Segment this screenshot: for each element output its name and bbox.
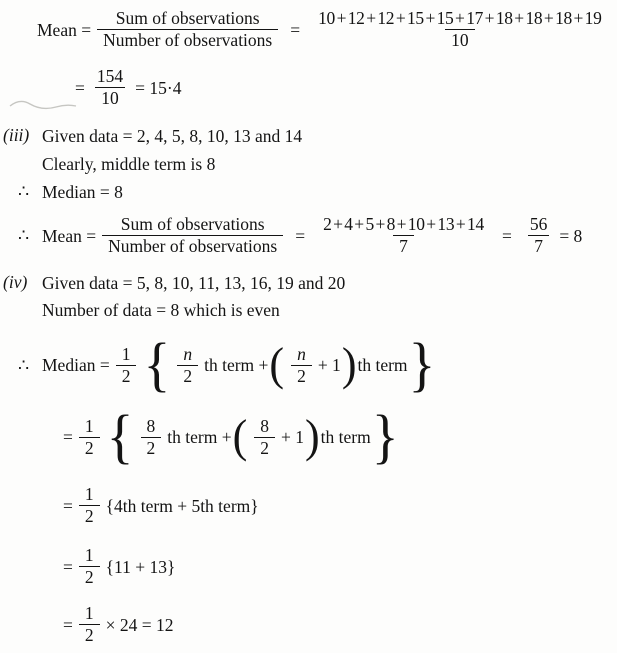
fraction-denominator: 2 <box>79 624 100 646</box>
one-half-fraction <box>79 603 100 646</box>
fraction-numerator: 1 <box>84 484 94 504</box>
mean-label: Mean = <box>37 19 92 40</box>
close-brace: } <box>371 403 399 471</box>
fraction-numerator: n <box>297 343 306 364</box>
mean-definition-fraction <box>97 8 278 51</box>
fraction-numerator: 1 <box>84 545 94 565</box>
plus-one-text: + 1 <box>317 355 341 375</box>
th-term-text: th term <box>357 355 408 375</box>
part-iii-mean-line <box>0 214 617 257</box>
given-data-text: Given data = 5, 8, 10, 11, 13, 16, 19 and 20 <box>42 272 346 293</box>
fraction-numerator: Sum of observations <box>115 8 260 28</box>
fraction-numerator: 10 + 12 + 12 + 15 + 15 + 17 + 18 + 18 + 18 + 19 <box>318 8 602 28</box>
mean-result-line <box>0 66 617 109</box>
fraction-denominator: 2 <box>116 365 137 387</box>
fraction-denominator: 7 <box>393 235 414 257</box>
fraction-numerator: 1 <box>84 603 94 623</box>
equals-sign: = <box>290 19 301 40</box>
fraction-numerator: 8 <box>260 415 269 436</box>
fraction-numerator: 154 <box>96 66 124 86</box>
mean-equation-line <box>0 8 617 51</box>
fraction-denominator: 2 <box>177 365 198 387</box>
data-count-text: Number of data = 8 which is even <box>42 300 280 320</box>
median-formula-line <box>0 331 617 399</box>
fraction-denominator: 7 <box>528 235 549 257</box>
equals-sign: = <box>75 77 85 98</box>
median-substitution-line <box>0 403 617 471</box>
fraction-numerator: 8 <box>146 415 156 436</box>
th-term-plus-text: th term + <box>167 427 232 447</box>
result-fraction <box>524 214 554 257</box>
equals-sign: = <box>63 614 73 635</box>
fraction-denominator: 2 <box>254 437 275 459</box>
mean-value: = 8 <box>559 225 583 246</box>
n-over-2-fraction <box>291 344 312 387</box>
one-half-fraction <box>79 416 100 459</box>
median-label: Median = <box>42 355 110 375</box>
one-half-fraction <box>79 484 100 527</box>
fraction-denominator: 2 <box>79 566 100 588</box>
therefore-symbol: ∴ <box>18 354 30 375</box>
fraction-denominator: 10 <box>445 29 475 51</box>
close-brace: } <box>408 331 436 399</box>
close-paren: ) <box>341 338 357 391</box>
fraction-denominator: Number of observations <box>97 29 278 51</box>
open-brace: { <box>143 331 171 399</box>
open-brace: { <box>106 403 134 471</box>
part-iii-marker: (iii) <box>3 125 30 145</box>
given-data-text: Given data = 2, 4, 5, 8, 10, 13 and 14 <box>42 125 303 146</box>
open-paren: ( <box>232 410 248 463</box>
therefore-symbol: ∴ <box>18 181 30 201</box>
mean-value: = 15·4 <box>135 77 182 98</box>
equals-sign: = <box>63 556 73 577</box>
mean-definition-fraction <box>102 214 283 257</box>
close-paren: ) <box>304 410 320 463</box>
th-term-text: th term <box>320 427 371 447</box>
fraction-denominator: 10 <box>95 87 125 109</box>
observations-sum-fraction <box>317 214 490 257</box>
part-iv-given-line <box>0 272 617 293</box>
one-half-fraction <box>79 545 100 588</box>
equals-sign: = <box>63 427 73 447</box>
fraction-numerator: n <box>183 343 193 364</box>
fraction-numerator: 1 <box>121 343 131 364</box>
fraction-denominator: 2 <box>291 365 312 387</box>
median-value-text: Median = 8 <box>42 181 123 202</box>
part-iv-count-line <box>0 300 617 320</box>
fraction-numerator: 1 <box>84 415 94 436</box>
equals-sign: = <box>501 225 512 246</box>
fraction-denominator: Number of observations <box>102 235 283 257</box>
fraction-denominator: 2 <box>79 437 100 459</box>
plus-one-text: + 1 <box>280 427 304 447</box>
observations-sum-fraction <box>312 8 607 51</box>
values-expression: {11 + 13} <box>105 556 176 577</box>
median-terms-line <box>0 484 617 527</box>
th-term-plus-text: th term + <box>204 355 269 375</box>
result-fraction <box>91 66 129 109</box>
fraction-denominator: 2 <box>141 437 162 459</box>
fraction-numerator: 2 + 4 + 5 + 8 + 10 + 13 + 14 <box>323 214 484 234</box>
median-values-line <box>0 545 617 588</box>
fraction-denominator: 2 <box>79 505 100 527</box>
open-paren: ( <box>269 338 285 391</box>
part-iv-marker: (iv) <box>3 272 28 292</box>
part-iii-given-line <box>0 125 617 146</box>
therefore-symbol: ∴ <box>18 225 30 245</box>
middle-term-text: Clearly, middle term is 8 <box>42 154 216 174</box>
part-iii-median-line <box>0 181 617 202</box>
fraction-numerator: 56 <box>529 214 548 234</box>
part-iii-middle-term-line <box>0 154 617 174</box>
equals-sign: = <box>63 495 73 516</box>
mean-label: Mean = <box>42 225 97 246</box>
eight-over-2-fraction <box>254 416 275 459</box>
eight-over-2-fraction <box>141 416 162 459</box>
n-over-2-fraction <box>177 344 198 387</box>
median-result: × 24 = 12 <box>105 614 174 635</box>
median-result-line <box>0 603 617 646</box>
terms-expression: {4th term + 5th term} <box>105 495 259 516</box>
fraction-numerator: Sum of observations <box>120 214 265 234</box>
equals-sign: = <box>295 225 306 246</box>
one-half-fraction <box>116 344 137 387</box>
